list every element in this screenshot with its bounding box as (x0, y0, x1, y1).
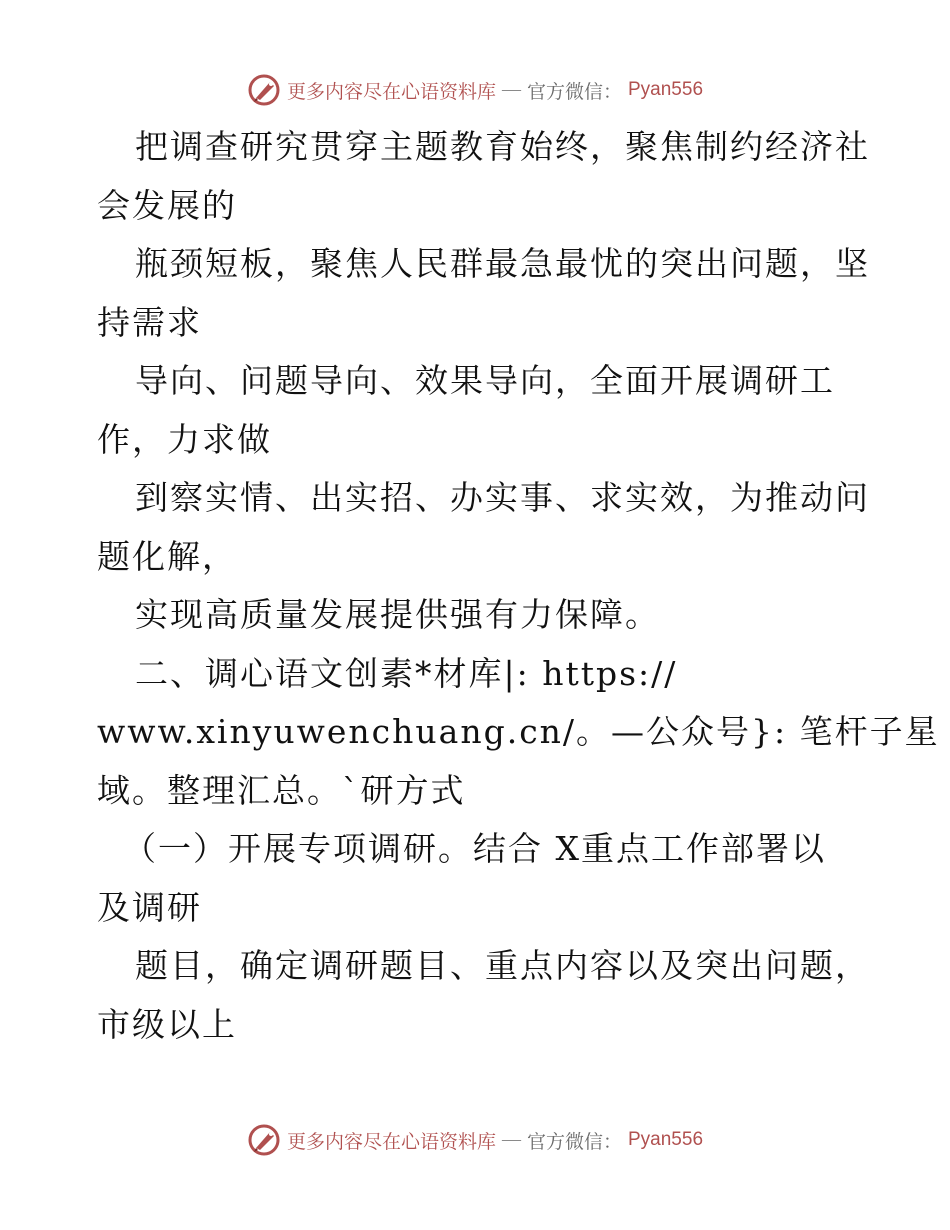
body-line-16: 市级以上 (97, 1004, 237, 1044)
header-banner-separator: — (501, 79, 521, 100)
footer-banner-text: 更多内容尽在心语资料库 (286, 1130, 496, 1153)
body-line-14: 及调研 (97, 887, 202, 927)
body-line-13: （一）开展专项调研。结合 X重点工作部署以 (123, 829, 826, 868)
header-banner-text: 更多内容尽在心语资料库 (286, 80, 496, 103)
body-line-1: 把调查研究贯穿主题教育始终，聚焦制约经济社 (135, 127, 870, 166)
body-line-11: www.xinyuwenchuang.cn/。—公众号}: 笔杆子星 (97, 712, 940, 751)
body-line-15: 题目，确定调研题目、重点内容以及突出问题， (135, 946, 870, 985)
body-line-6: 作，力求做 (97, 419, 272, 459)
body-line-8: 题化解， (97, 536, 237, 576)
body-line-5: 导向、问题导向、效果导向，全面开展调研工 (135, 361, 835, 400)
body-line-9: 实现高质量发展提供强有力保障。 (135, 595, 660, 634)
header-wechat-id: Pyan556 (628, 79, 704, 100)
footer-wechat-id: Pyan556 (628, 1129, 704, 1150)
pen-logo-icon (247, 1123, 281, 1157)
body-line-10: 二、调心语文创素*材库|: https:// (135, 653, 678, 693)
header-wechat-label: 官方微信： (526, 80, 622, 103)
body-line-2: 会发展的 (97, 185, 237, 225)
header-banner (0, 70, 950, 110)
footer-banner-separator: — (501, 1129, 521, 1150)
document-body (97, 118, 940, 1054)
pen-logo-icon (247, 73, 281, 107)
body-line-12: 域。整理汇总。`研方式 (97, 770, 466, 810)
footer-wechat-label: 官方微信： (526, 1130, 622, 1153)
body-line-7: 到察实情、出实招、办实事、求实效，为推动问 (135, 478, 870, 517)
body-line-4: 持需求 (97, 302, 202, 342)
body-line-3: 瓶颈短板，聚焦人民群最急最忧的突出问题，坚 (135, 244, 870, 283)
footer-banner (0, 1120, 950, 1160)
